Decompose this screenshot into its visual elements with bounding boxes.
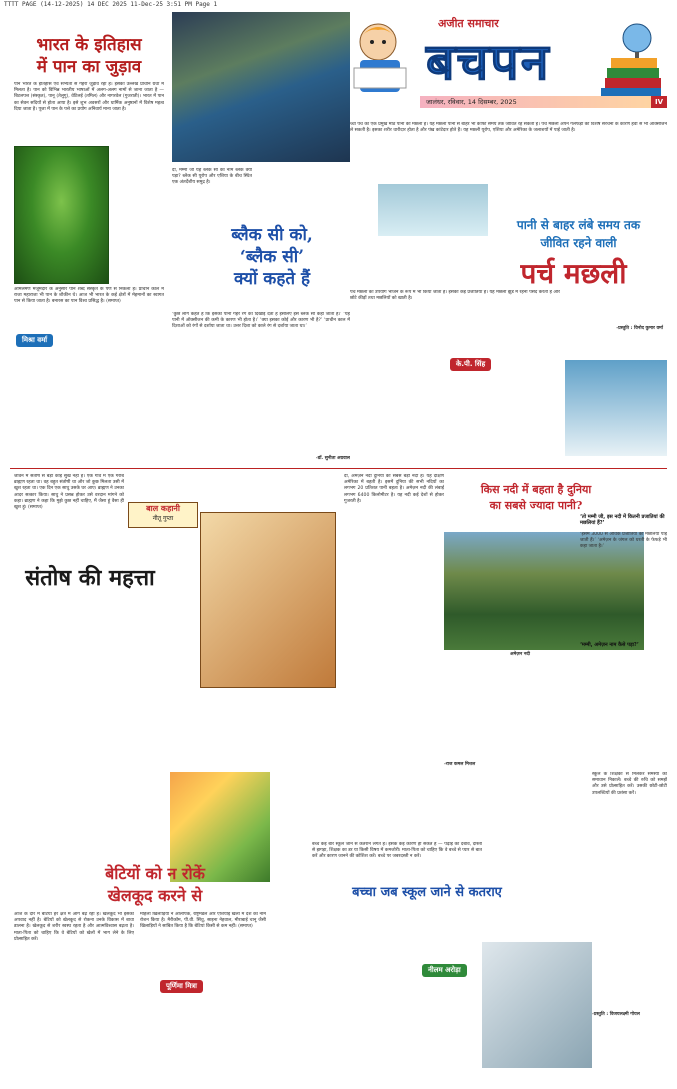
river-byline: -राज कमल मित्तल (444, 762, 476, 767)
perch-fish-image-bottom (565, 360, 667, 456)
betel-leaf-image (14, 146, 109, 284)
blacksea-title-1: ब्लैक सी को, (231, 225, 313, 245)
fish-title-3: पर्च मछली (520, 257, 627, 290)
sports-title-1: बेटियों को न रोकें (105, 864, 205, 883)
sports-body: आज के दौर में बेटियां हर क्षेत्र में आगे बढ़ रही हैं। खेलकूद भी इसका अपवाद नहीं है। बेटियों को खेलकूद से रोकना उनके विकास में बाधा डालना है। खेलकूद से शरीर स्वस्थ रहता है और आत्मविश्वास बढ़ता है। माता-पिता को चाहिए कि वे बेटियों को खेलों में भाग लेने के लिए प्रोत्साहित करें। (14, 912, 134, 942)
print-slug: TTTT PAGE (14-12-2025) 14 DEC 2025 11-Dec-25 3:51 PM Page 1 (4, 1, 218, 8)
fish-title-1: पानी से बाहर लंबे समय तक (516, 218, 641, 232)
school-body: बच्चे कई बार स्कूल जाने से कतराने लगते हैं। इसके कई कारण हो सकते हैं — पढ़ाई का दबाव, दोस्तों से झगड़ा, शिक्षक का डर या किसी विषय में कमजोरी। माता-पिता को चाहिए कि वे बच्चे से प्यार से बात करें और कारण जानने की कोशिश करें। बच्चे पर जबरदस्ती न करें। (312, 842, 482, 860)
newspaper-page (10, 12, 667, 1072)
blacksea-title-2: ‘ब्लैक सी’ (239, 247, 305, 267)
river-caption: अमेज़न नदी (510, 652, 530, 657)
history-title-2: में पान का जुड़ाव (36, 57, 142, 77)
fish-article (350, 120, 667, 467)
blacksea-title-3: क्यों कहते हैं (234, 269, 310, 289)
sports-body-2: महिला खिलाड़ियों ने ओलंपिक, राष्ट्रमंडल और एशियाई खेलों में देश का नाम रोशन किया है। मैरीकॉम, पी.वी. सिंधु, साइना नेहवाल, मीराबाई चानू जैसी खिलाड़ियों ने साबित किया है कि बेटियां किसी से कम नहीं। (समाप्त) (140, 912, 266, 930)
fish-title-2: जीवित रहने वाली (540, 236, 617, 250)
sports-title-2: खेलकूद करने से (107, 886, 203, 905)
section-divider-1 (10, 468, 667, 469)
school-credit: -प्रस्तुति : विजयलक्ष्मी गोयल (592, 1012, 640, 1017)
blacksea-body: ‘कुछ लोग कहते हैं कि इसका पानी गहरे रंग का दिखाई देता है इसलिए इसे ब्लैक सी कहा जाता है।’ ‘यह पानी में ऑक्सीजन की कमी के कारण भी होता है।’ ‘क्या इसका कोई और कारण भी है?’ ‘प्राचीन काल में दिशाओं को रंगों से दर्शाया जाता था। उत्तर दिशा को काले रंग से दर्शाया जाता था।’ (172, 312, 350, 330)
school-body-2: स्कूल के शिक्षकों से मिलकर समस्या का समाधान निकालें। बच्चे की रुचि को समझें और उसे प्रोत्साहित करें। उसकी छोटी-छोटी उपलब्धियों की प्रशंसा करें। (592, 772, 667, 796)
masthead (340, 12, 667, 120)
page-number: IV (651, 96, 667, 108)
school-title: बच्चा जब स्कूल जाने से कतराए (352, 885, 502, 900)
story-title: संतोष की महत्ता (25, 565, 155, 591)
history-title-1: भारत के इतिहास (36, 35, 142, 55)
story-label-box (128, 502, 198, 528)
school-byline: नीलम अरोड़ा (422, 964, 467, 977)
river-qa-title: ‘तो मम्मी जी, इस नदी में कितनी प्रजातियां की मछलियां हैं?’ (580, 514, 665, 526)
history-byline: मिश्रा वर्मा (16, 334, 53, 347)
dateline-text: जालंधर, रविवार, 14 दिसम्बर, 2025 (426, 98, 517, 106)
sage-cartoon-image (200, 512, 336, 688)
river-article (340, 472, 667, 772)
blacksea-article (172, 12, 350, 467)
history-article (10, 12, 168, 467)
river-title-1: किस नदी में बहता है दुनिया (480, 483, 592, 496)
books-illustration (597, 16, 667, 108)
fish-body: च्चों पर्च का एक प्रमुख मीठे पानी की मछली है। यह मछली पानी से बाहर भी काफी समय तक जीवित रह सकती है। पर्च मछली अपने गलफड़ों की विशेष संरचना के कारण हवा से भी ऑक्सीजन ले सकती है। इसका शरीर धारीदार होता है और पंख कांटेदार होते हैं। यह मछली यूरोप, एशिया और अमेरिका के जलाशयों में पाई जाती है। (350, 122, 667, 134)
reading-child-illustration (340, 12, 420, 108)
river-qa-title-2: ‘मम्मी, अमेज़न नाम कैसे पड़ा?’ (580, 642, 639, 648)
story-body: जीवन में संतोष से बड़ा कोई सुख नहीं है। एक गांव में एक गरीब ब्राह्मण रहता था। वह बहुत संतोषी था और जो कुछ मिलता उसी में खुश रहता था। एक दिन एक साधु उसके घर आए। ब्राह्मण ने उनका आदर सत्कार किया। साधु ने प्रसन्न होकर उसे वरदान मांगने को कहा। ब्राह्मण ने कहा कि मुझे कुछ नहीं चाहिए, मैं जैसा हूं वैसा ही खुश हूं। (समाप्त) (14, 474, 124, 511)
river-body: दी, अमेज़न नदी दुनिया की सबसे बड़ी नदी है। यह दक्षिण अमेरिका में बहती है। इसमें दुनिया की सभी नदियों का लगभग 20 प्रतिशत पानी बहता है। अमेज़न नदी की लंबाई लगभग 6400 किलोमीटर है। यह नदी कई देशों से होकर गुजरती है। (344, 474, 444, 504)
fish-body-2: पर्च मछली का उपयोग भोजन के रूप में भी किया जाता है। इसकी कई प्रजातियां हैं। यह मछली झुंड में रहना पसंद करती है और छोटे कीड़ों तथा मछलियों को खाती है। (350, 290, 560, 302)
blacksea-byline: -डॉ. सुनीता अग्रवाल (315, 456, 350, 461)
river-title-2: का सबसे ज्यादा पानी? (489, 499, 583, 512)
perch-fish-image-top (378, 184, 488, 236)
sports-article (10, 772, 270, 1072)
sad-child-school-image (482, 942, 592, 1068)
sports-byline: पूर्णिमा मित्रा (160, 980, 203, 993)
black-sea-satellite-image (172, 12, 350, 162)
dateline (420, 96, 667, 108)
history-body-2: अमिलमण मजूमदार के अनुसार पान शब्द संस्कृत के पर्ण से निकला है। प्राचीन काल में राजा महाराजा भी पान के शौकीन थे। आज भी भारत के कई क्षेत्रों में मेहमानों का स्वागत पान से किया जाता है। बनारस का पान विश्व प्रसिद्ध है। (समाप्त) (14, 287, 164, 305)
story-label-name: नीतू गुप्ता (152, 515, 174, 522)
masthead-title: बचपन (426, 32, 551, 91)
fish-credit: -प्रस्तुति : विनोद कुमार वर्मा (616, 326, 663, 331)
river-body-2: ‘इसमें 3000 से अधिक प्रजातियों की मछलियां पाई जाती हैं।’ ‘अमेज़न के जंगल को धरती के फेफड़े भी कहा जाता है।’ (580, 532, 667, 550)
blacksea-intro: दी, मम्मी जी यह ब्लैक सी का नाम ब्लैक क्यों पड़ा? ब्लैक सी यूरोप और एशिया के बीच स्थित एक अंतर्देशीय समुद्र है। (172, 168, 252, 186)
masthead-publisher: अजीत समाचार (438, 17, 499, 30)
school-article (272, 772, 667, 1072)
fish-byline: के.पी. सिंह (450, 358, 491, 371)
story-label-top: बाल कहानी (146, 504, 180, 513)
story-article (10, 472, 336, 772)
history-body: पान भारत के इतिहास एवं सभ्यता से गहरा जुड़ाव रहा है। इसका उल्लेख प्राचीन ग्रंथों में मिलता है। पान को विभिन्न भारतीय भाषाओं में अलग-अलग नामों से जाना जाता है — बिटलपत्त (संस्कृत), पानू (तेलुगु), वेटिलई (तमिल) और नागरवेल (गुजराती)। भारत में पान का सेवन सदियों से होता आया है। इसे शुभ अवसरों और धार्मिक अनुष्ठानों में विशेष महत्व दिया जाता है। पूजा में पान के पत्ते का प्रयोग अनिवार्य माना जाता है। (14, 82, 164, 112)
